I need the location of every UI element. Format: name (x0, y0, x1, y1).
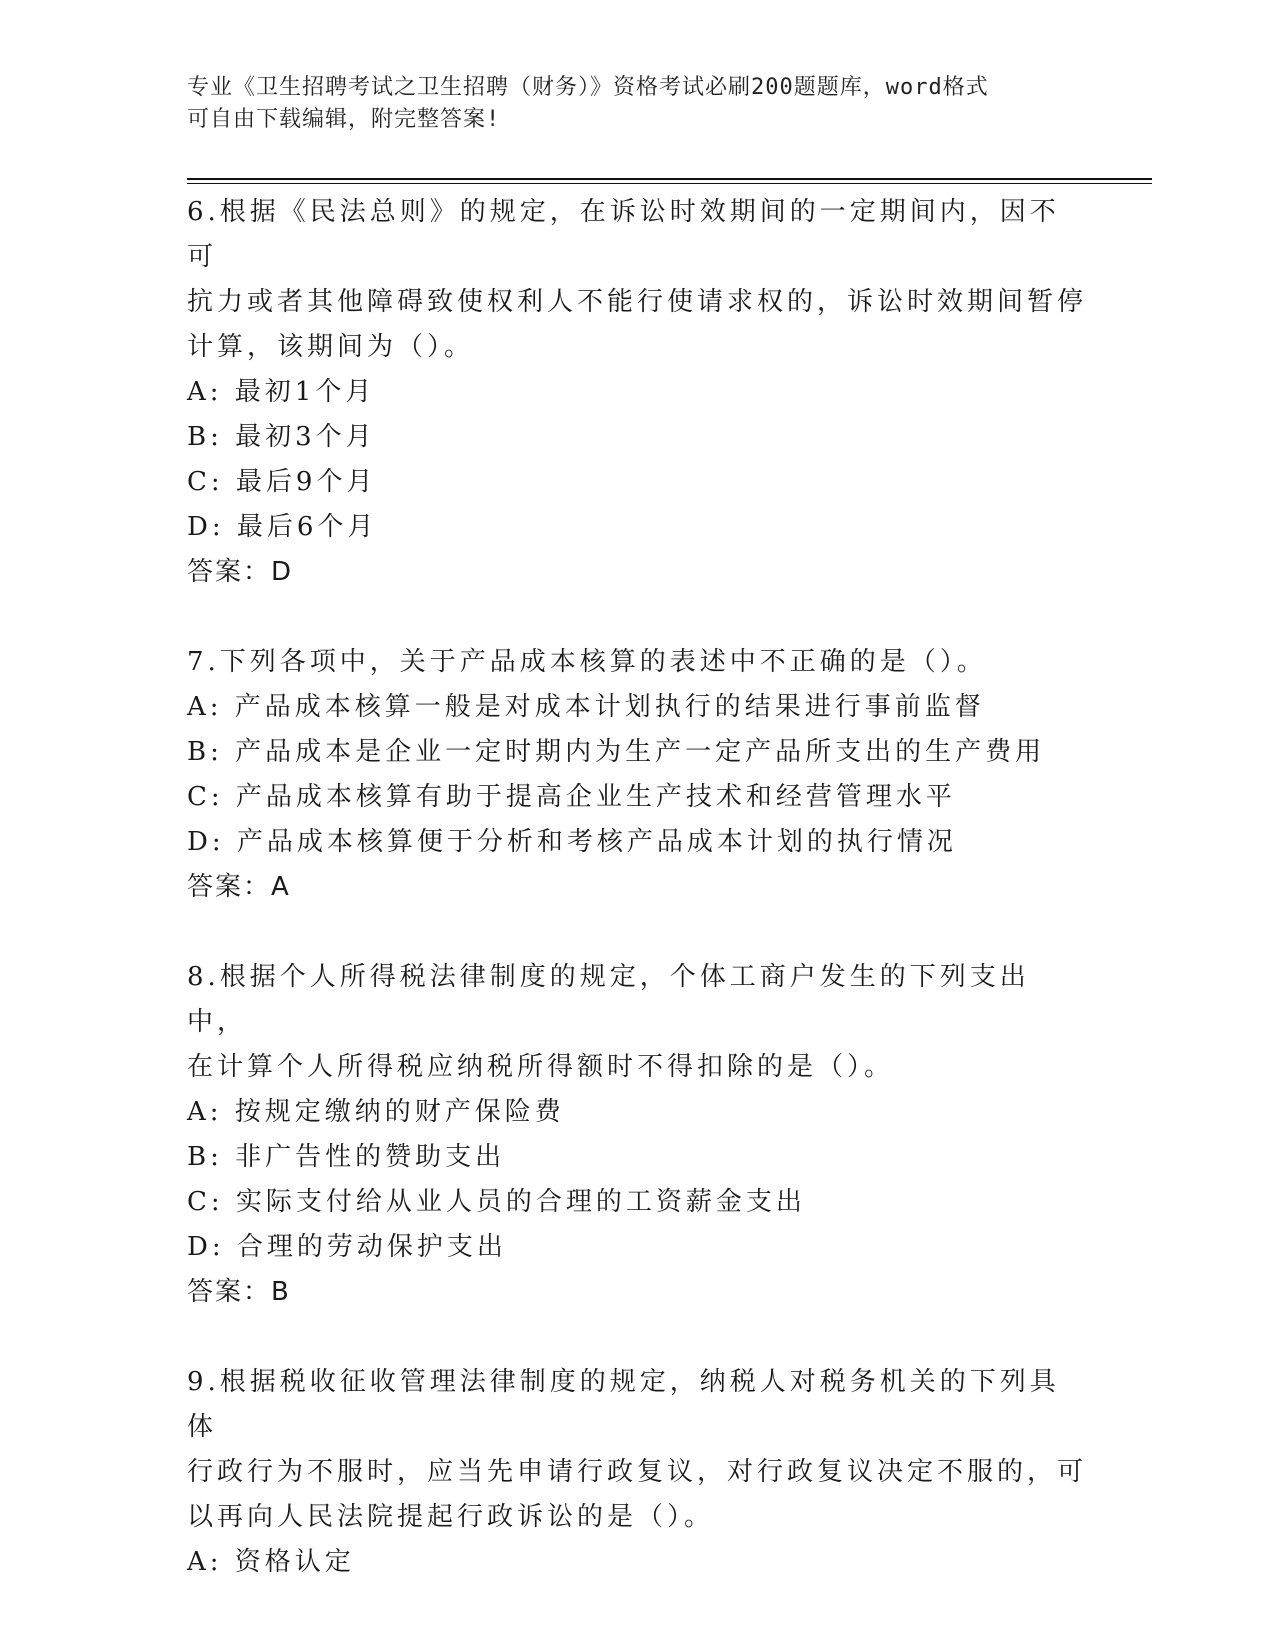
header-line-2: 可自由下载编辑，附完整答案! (187, 107, 501, 132)
question-6 (187, 190, 1087, 595)
question-8 (187, 955, 1087, 1315)
option-a: A: 按规定缴纳的财产保险费 (187, 1097, 565, 1127)
question-list (187, 190, 1087, 1585)
question-stem-line: 7.下列各项中，关于产品成本核算的表述中不正确的是（）。 (187, 647, 987, 677)
question-stem-line: 抗力或者其他障碍致使权利人不能行使请求权的，诉讼时效期间暂停 (187, 287, 1088, 317)
option-c: C: 实际支付给从业人员的合理的工资薪金支出 (187, 1187, 806, 1217)
question-stem-line: 行政行为不服时，应当先申请行政复议，对行政复议决定不服的，可 (187, 1457, 1088, 1487)
option-a: A: 最初1个月 (187, 377, 376, 407)
option-b: B: 产品成本是企业一定时期内为生产一定产品所支出的生产费用 (187, 737, 1046, 767)
question-stem-line: 8.根据个人所得税法律制度的规定，个体工商户发生的下列支出中， (187, 962, 1030, 1037)
question-stem-line: 6.根据《民法总则》的规定，在诉讼时效期间的一定期间内，因不可 (187, 197, 1060, 272)
question-stem-line: 以再向人民法院提起行政诉讼的是（）。 (187, 1502, 715, 1532)
question-9 (187, 1360, 1087, 1585)
option-b: B: 最初3个月 (187, 422, 376, 452)
spacer (187, 595, 1087, 640)
header-line-1: 专业《卫生招聘考试之卫生招聘（财务）》资格考试必刷200题题库，word格式 (187, 75, 989, 100)
answer-label: 答案：D (187, 557, 294, 587)
option-d: D: 产品成本核算便于分析和考核产品成本计划的执行情况 (187, 827, 957, 857)
question-stem-line: 9.根据税收征收管理法律制度的规定，纳税人对税务机关的下列具体 (187, 1367, 1060, 1442)
option-a: A: 产品成本核算一般是对成本计划执行的结果进行事前监督 (187, 692, 985, 722)
question-stem-line: 在计算个人所得税应纳税所得额时不得扣除的是（）。 (187, 1052, 895, 1082)
spacer (187, 910, 1087, 955)
answer-label: 答案：A (187, 872, 291, 902)
document-header (187, 72, 1067, 136)
header-divider-thin (187, 183, 1152, 184)
option-c: C: 产品成本核算有助于提高企业生产技术和经营管理水平 (187, 782, 956, 812)
question-7 (187, 640, 1087, 910)
option-a: A: 资格认定 (187, 1547, 355, 1577)
option-b: B: 非广告性的赞助支出 (187, 1142, 506, 1172)
option-d: D: 合理的劳动保护支出 (187, 1232, 507, 1262)
option-c: C: 最后9个月 (187, 467, 377, 497)
question-stem-line: 计算，该期间为（）。 (187, 332, 475, 362)
answer-label: 答案：B (187, 1277, 291, 1307)
header-divider-thick (187, 178, 1152, 180)
option-d: D: 最后6个月 (187, 512, 378, 542)
spacer (187, 1315, 1087, 1360)
